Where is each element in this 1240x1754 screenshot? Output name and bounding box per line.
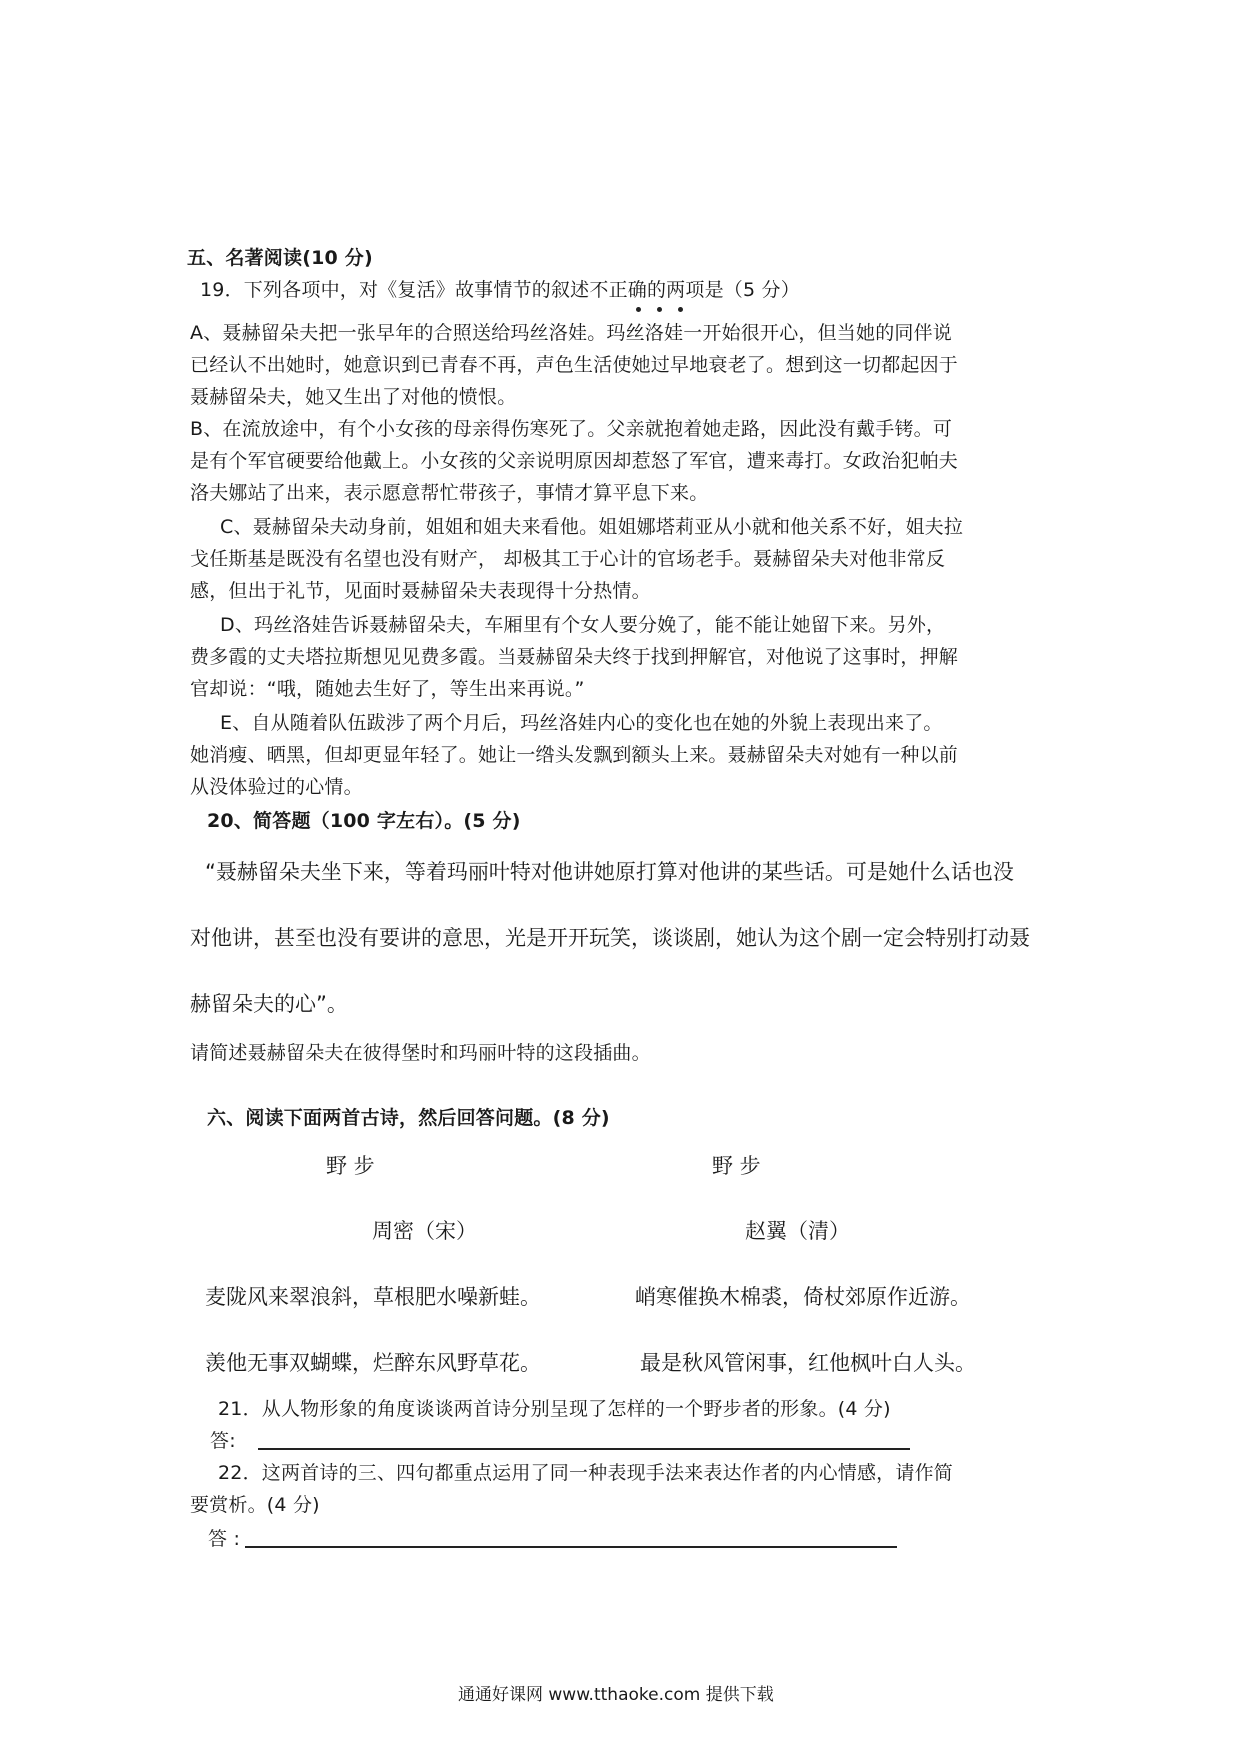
q19-option-a-line1: A、聂赫留朵夫把一张早年的合照送给玛丝洛娃。玛丝洛娃一开始很开心，但当她的同伴说 [190, 322, 952, 344]
emphasis-dot [657, 307, 662, 312]
q20-quote-line2: 对他讲，甚至也没有要讲的意思，光是开开玩笑，谈谈剧，她认为这个剧一定会特别打动聂 [190, 926, 1030, 950]
q19-stem: 19．下列各项中，对《复活》故事情节的叙述不正确的两项是（5 分） [200, 279, 800, 301]
q19-option-e-line3: 从没体验过的心情。 [190, 776, 363, 798]
section5-heading: 五、名著阅读(10 分) [187, 247, 373, 269]
q20-quote-line1: “聂赫留朵夫坐下来，等着玛丽叶特对他讲她原打算对他讲的某些话。可是她什么话也没 [205, 860, 1014, 884]
q22-answer-label: 答 : [208, 1528, 241, 1550]
q19-option-e-line1: E、自从随着队伍跋涉了两个月后，玛丝洛娃内心的变化也在她的外貌上表现出来了。 [220, 712, 943, 734]
q19-option-a-line2: 已经认不出她时，她意识到已青春不再，声色生活使她过早地衰老了。想到这一切都起因于 [190, 354, 959, 376]
q22-stem-line2: 要赏析。(4 分) [190, 1494, 320, 1516]
q22-answer-line[interactable] [245, 1546, 897, 1548]
footer-source: 通通好课网 www.tthaoke.com 提供下载 [458, 1685, 774, 1705]
q20-heading: 20、简答题（100 字左右）。(5 分) [207, 810, 521, 832]
q19-option-d-line2: 费多霞的丈夫塔拉斯想见见费多霞。当聂赫留朵夫终于找到押解官，对他说了这事时，押解 [190, 646, 959, 668]
q19-option-b-line2: 是有个军官硬要给他戴上。小女孩的父亲说明原因却惹怒了军官，遭来毒打。女政治犯帕夫 [190, 450, 959, 472]
q22-stem-line1: 22．这两首诗的三、四句都重点运用了同一种表现手法来表达作者的内心情感，请作简 [218, 1462, 953, 1484]
q20-prompt: 请简述聂赫留朵夫在彼得堡时和玛丽叶特的这段插曲。 [190, 1042, 651, 1064]
q20-quote-line3: 赫留朵夫的心”。 [190, 992, 348, 1016]
poem2-line1: 峭寒催换木棉裘，倚杖郊原作近游。 [635, 1285, 971, 1309]
section6-heading: 六、阅读下面两首古诗，然后回答问题。(8 分) [207, 1107, 610, 1129]
q19-option-c-line2: 戈任斯基是既没有名望也没有财产， 却极其工于心计的官场老手。聂赫留朵夫对他非常反 [190, 548, 946, 570]
q21-stem: 21．从人物形象的角度谈谈两首诗分别呈现了怎样的一个野步者的形象。(4 分) [218, 1398, 891, 1420]
q19-option-a-line3: 聂赫留朵夫，她又生出了对他的愤恨。 [190, 386, 517, 408]
emphasis-dot [636, 307, 641, 312]
q19-option-e-line2: 她消瘦、晒黑，但却更显年轻了。她让一绺头发飘到额头上来。聂赫留朵夫对她有一种以前 [190, 744, 959, 766]
q19-option-b-line1: B、在流放途中，有个小女孩的母亲得伤寒死了。父亲就抱着她走路，因此没有戴手铐。可 [190, 418, 953, 440]
poem2-line2: 最是秋风管闲事，红他枫叶白人头。 [640, 1351, 976, 1375]
emphasis-dots [628, 297, 691, 316]
poem2-title: 野 步 [712, 1154, 761, 1178]
poem1-line1: 麦陇风来翠浪斜，草根肥水噪新蛙。 [205, 1285, 541, 1309]
q19-option-d-line1: D、玛丝洛娃告诉聂赫留朵夫，车厢里有个女人要分娩了，能不能让她留下来。另外， [220, 614, 946, 636]
q19-option-c-line1: C、聂赫留朵夫动身前，姐姐和姐夫来看他。姐姐娜塔莉亚从小就和他关系不好，姐夫拉 [220, 516, 964, 538]
poem1-author: 周密（宋） [372, 1219, 477, 1243]
poem2-author: 赵翼（清） [745, 1219, 850, 1243]
poem1-title: 野 步 [326, 1154, 375, 1178]
q21-answer-line[interactable] [258, 1448, 910, 1450]
q19-option-c-line3: 感，但出于礼节，见面时聂赫留朵夫表现得十分热情。 [190, 580, 651, 602]
poem1-line2: 羡他无事双蝴蝶，烂醉东风野草花。 [205, 1351, 541, 1375]
q21-answer-label: 答: [210, 1430, 236, 1452]
emphasis-dot [678, 307, 683, 312]
q19-option-b-line3: 洛夫娜站了出来，表示愿意帮忙带孩子，事情才算平息下来。 [190, 482, 709, 504]
q19-option-d-line3: 官却说：“哦，随她去生好了，等生出来再说。” [190, 678, 585, 700]
